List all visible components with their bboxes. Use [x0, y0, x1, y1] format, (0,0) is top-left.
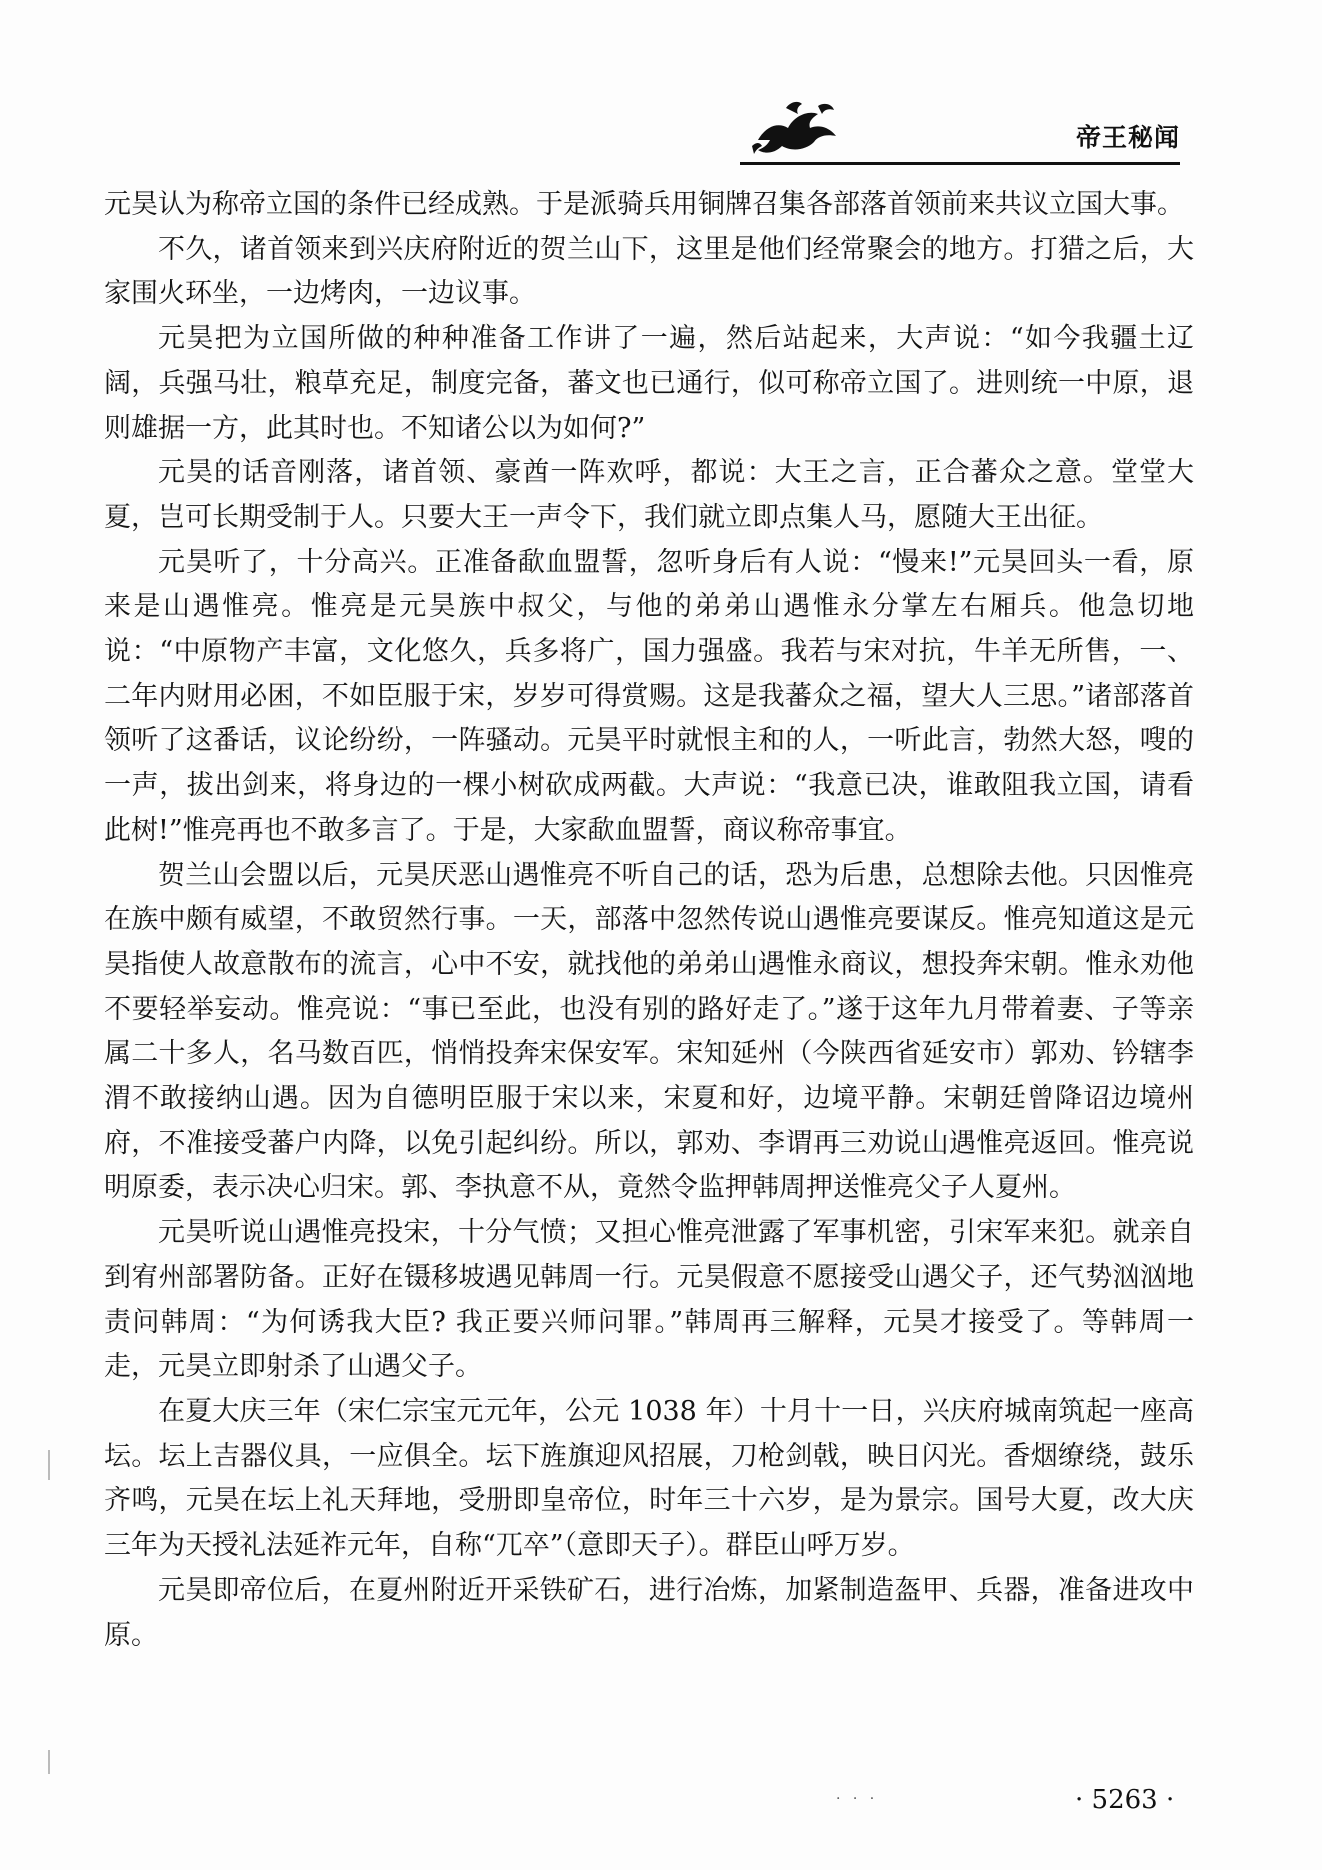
paragraph: 元昊把为立国所做的种种准备工作讲了一遍，然后站起来，大声说：“如今我疆土辽阔，兵强马壮，粮草充足，制度完备，蕃文也已通行，似可称帝立国了。进则统一中原，退则雄据一方，此其时也。不知诸公以为如何?”	[104, 323, 1194, 444]
page-header	[740, 96, 1180, 166]
paragraph: 在夏大庆三年（宋仁宗宝元元年，公元 1038 年）十月十一日，兴庆府城南筑起一座高坛。坛上吉器仪具，一应俱全。坛下旌旗迎风招展，刀枪剑戟，映日闪光。香烟缭绕，鼓乐齐鸣，元昊在坛上礼天拜地，受册即皇帝位，时年三十六岁，是为景宗。国号大夏，改大庆三年为天授礼法延祚元年，自称“兀卒”（意即天子）。群臣山呼万岁。	[104, 1395, 1194, 1562]
paragraph: 元昊听了，十分高兴。正准备歃血盟誓，忽听身后有人说：“慢来!”元昊回头一看，原来是山遇惟亮。惟亮是元昊族中叔父，与他的弟弟山遇惟永分掌左右厢兵。他急切地说：“中原物产丰富，文化悠久，兵多将广，国力强盛。我若与宋对抗，牛羊无所售，一、二年内财用必困，不如臣服于宋，岁岁可得赏赐。这是我蕃众之福，望大人三思。”诸部落首领听了这番话，议论纷纷，一阵骚动。元昊平时就恨主和的人，一听此言，勃然大怒，嗖的一声，拔出剑来，将身边的一棵小树砍成两截。大声说：“我意已决，谁敢阻我立国，请看此树!”惟亮再也不敢多言了。于是，大家歃血盟誓，商议称帝事宜。	[104, 546, 1194, 846]
paragraph: 元昊的话音刚落，诸首领、豪酋一阵欢呼，都说：大王之言，正合蕃众之意。堂堂大夏，岂可长期受制于人。只要大王一声令下，我们就立即点集人马，愿随大王出征。	[104, 457, 1194, 533]
scan-edge-mark	[48, 1450, 50, 1480]
paragraph: 不久，诸首领来到兴庆府附近的贺兰山下，这里是他们经常聚会的地方。打猎之后，大家围火环坐，一边烤肉，一边议事。	[104, 233, 1194, 310]
scan-edge-mark	[48, 1750, 50, 1774]
dragon-icon	[748, 96, 844, 162]
scan-artifact: · · ·	[836, 1791, 879, 1807]
paragraph: 元昊听说山遇惟亮投宋，十分气愤；又担心惟亮泄露了军事机密，引宋军来犯。就亲自到宥州部署防备。正好在镊移坡遇见韩周一行。元昊假意不愿接受山遇父子，还气势汹汹地责问韩周：“为何诱我大臣? 我正要兴师问罪。”韩周再三解释，元昊才接受了。等韩周一走，元昊立即射杀了山遇父子。	[104, 1217, 1194, 1383]
paragraph: 元昊认为称帝立国的条件已经成熟。于是派骑兵用铜牌召集各部落首领前来共议立国大事。	[104, 189, 1184, 220]
body-text	[104, 183, 1194, 1658]
running-title: 帝王秘闻	[1075, 123, 1180, 152]
paragraph: 元昊即帝位后，在夏州附近开采铁矿石，进行冶炼，加紧制造盔甲、兵器，准备进攻中原。	[104, 1574, 1194, 1651]
header-rule	[740, 162, 1180, 165]
page-number: · 5263 ·	[1075, 1785, 1175, 1815]
paragraph: 贺兰山会盟以后，元昊厌恶山遇惟亮不听自己的话，恐为后患，总想除去他。只因惟亮在族中颇有威望，不敢贸然行事。一天，部落中忽然传说山遇惟亮要谋反。惟亮知道这是元昊指使人故意散布的流言，心中不安，就找他的弟弟山遇惟永商议，想投奔宋朝。惟永劝他不要轻举妄动。惟亮说：“事已至此，也没有别的路好走了。”遂于这年九月带着妻、子等亲属二十多人，名马数百匹，悄悄投奔宋保安军。宋知延州（今陕西省延安市）郭劝、钤辖李渭不敢接纳山遇。因为自德明臣服于宋以来，宋夏和好，边境平静。宋朝廷曾降诏边境州府，不准接受蕃户内降，以免引起纠纷。所以，郭劝、李谓再三劝说山遇惟亮返回。惟亮说明原委，表示决心归宋。郭、李执意不从，竟然令监押韩周押送惟亮父子人夏州。	[104, 859, 1194, 1204]
